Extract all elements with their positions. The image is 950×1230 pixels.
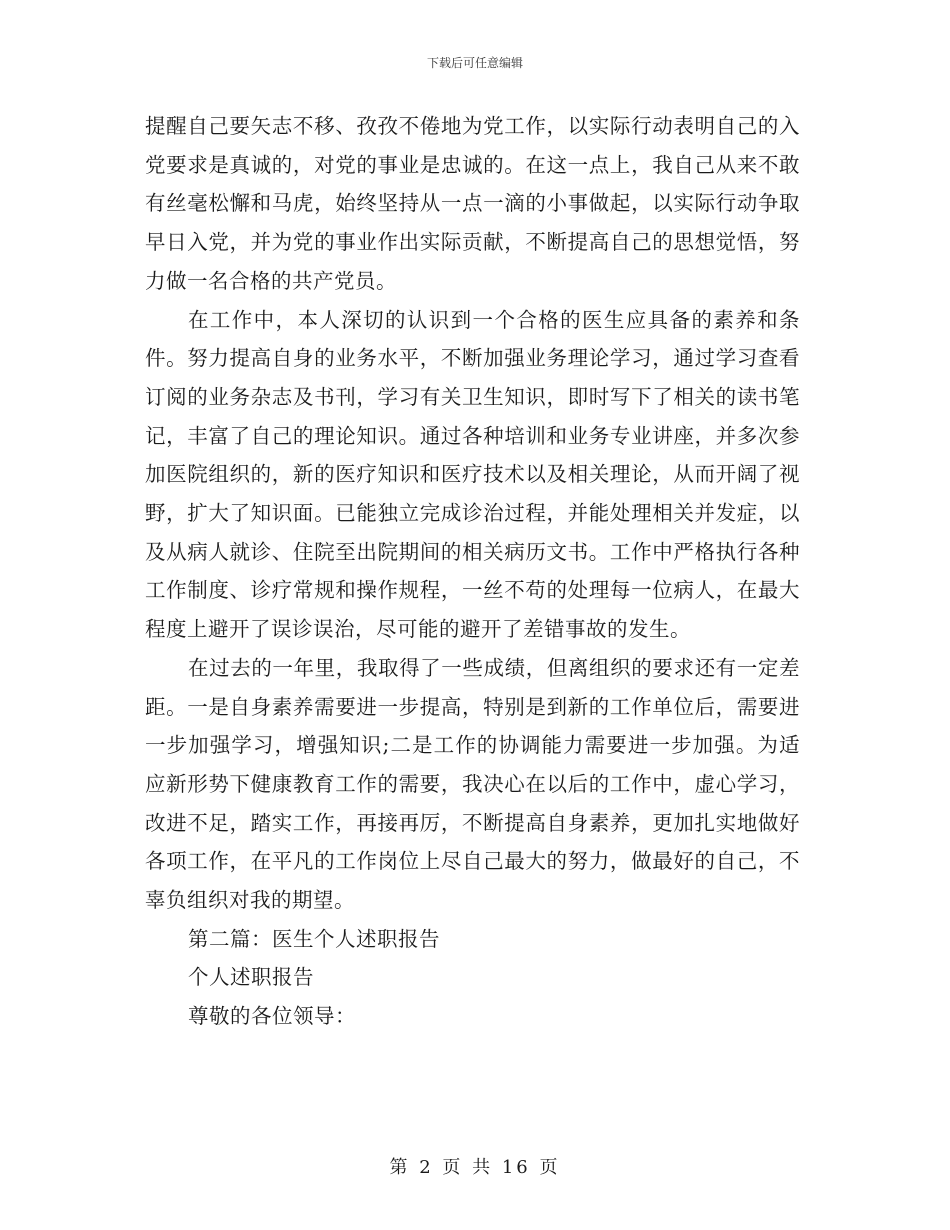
page-number-footer: 第 2 页 共 16 页 xyxy=(389,1157,561,1178)
salutation: 尊敬的各位领导： xyxy=(188,1004,356,1029)
paragraph-1: 提醒自己要矢志不移、孜孜不倦地为党工作，以实际行动表明自己的入党要求是真诚的，对党的事业是忠诚的。在这一点上，我自己从来不敢有丝毫松懈和马虎，始终坚持从一点一滴的小事做起，以实际行动争取早日入党，并为党的事业作出实际贡献，不断提高自己的思想觉悟，努力做一名合格的共产党员。 xyxy=(145,114,800,293)
section-title: 第二篇：医生个人述职报告 xyxy=(188,926,440,951)
document-body xyxy=(145,107,800,1036)
paragraph-2: 在工作中，本人深切的认识到一个合格的医生应具备的素养和条件。努力提高自身的业务水平，不断加强业务理论学习，通过学习查看订阅的业务杂志及书刊，学习有关卫生知识，即时写下了相关的读书笔记，丰富了自己的理论知识。通过各种培训和业务专业讲座，并多次参加医院组织的，新的医疗知识和医疗技术以及相关理论，从而开阔了视野，扩大了知识面。已能独立完成诊治过程，并能处理相关并发症，以及从病人就诊、住院至出院期间的相关病历文书。工作中严格执行各种工作制度、诊疗常规和操作规程，一丝不苟的处理每一位病人，在最大程度上避开了误诊误治，尽可能的避开了差错事故的发生。 xyxy=(145,307,800,642)
document-title: 个人述职报告 xyxy=(188,965,314,990)
paragraph-3: 在过去的一年里，我取得了一些成绩，但离组织的要求还有一定差距。一是自身素养需要进一步提高，特别是到新的工作单位后，需要进一步加强学习，增强知识;二是工作的协调能力需要进一步加强。为适应新形势下健康教育工作的需要，我决心在以后的工作中，虚心学习，改进不足，踏实工作，再接再厉，不断提高自身素养，更加扎实地做好各项工作，在平凡的工作岗位上尽自己最大的努力，做最好的自己，不辜负组织对我的期望。 xyxy=(145,655,800,913)
page-header-note: 下载后可任意编辑 xyxy=(426,56,523,70)
